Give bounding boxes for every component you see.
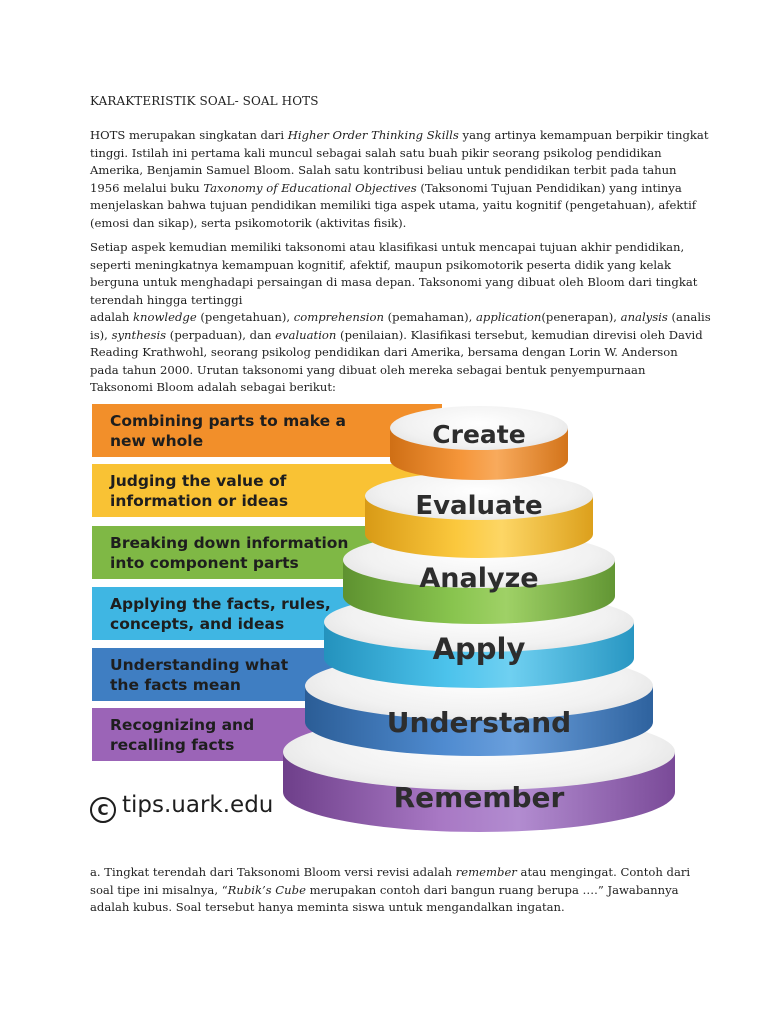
text-line: tinggi. Istilah ini pertama kali muncul sebagai salah satu buah pikir seorang psikolog pendidikan	[90, 145, 662, 160]
band-text: Recognizing and	[110, 716, 255, 734]
paragraph-hots-intro	[90, 127, 709, 232]
text-line: is), synthesis (perpaduan), dan evaluation (penilaian). Klasifikasi tersebut, kemudian direvisi oleh David	[90, 327, 703, 342]
band-text: Judging the value of	[110, 472, 287, 490]
band-text: Understanding what	[110, 656, 289, 674]
text-line: soal tipe ini misalnya, “Rubik’s Cube merupakan contoh dari bangun ruang berupa ….” Jawabannya	[90, 882, 679, 897]
text-line: Setiap aspek kemudian memiliki taksonomi atau klasifikasi untuk mencapai tujuan akhir pendidikan,	[90, 240, 685, 254]
tier-label: Create	[432, 420, 526, 449]
tier-create	[390, 406, 568, 480]
text-line: menjelaskan bahwa tujuan pendidikan memiliki tiga aspek utama, yaitu kognitif (pengetahuan), afektif	[90, 198, 697, 212]
paragraph-taxonomy	[90, 239, 711, 397]
band-text: the facts mean	[110, 676, 241, 694]
tier-label: Apply	[432, 632, 526, 666]
image-credit	[90, 792, 273, 823]
band-text: new whole	[110, 432, 204, 450]
text-line: terendah hingga tertinggi	[90, 292, 243, 307]
text-line: adalah knowledge (pengetahuan), comprehension (pemahaman), application(penerapan), analysis (analis	[90, 310, 711, 324]
text-line: Taksonomi Bloom adalah sebagai berikut:	[90, 380, 336, 394]
text-line: seperti meningkatnya kemampuan kognitif, afektif, maupun psikomotorik peserta didik yang kelak	[90, 257, 671, 272]
paragraph-remember	[90, 864, 691, 917]
text-line: Amerika, Benjamin Samuel Bloom. Salah satu kontribusi beliau untuk pendidikan terbit pada tahun	[90, 163, 677, 177]
credit-text: tips.uark.edu	[122, 792, 274, 818]
text-line: Reading Krathwohl, seorang psikolog pendidikan dari Amerika, bersama dengan Lorin W. Anderson	[90, 345, 678, 359]
bloom-taxonomy-pyramid	[88, 396, 684, 836]
band-text: Combining parts to make a	[110, 412, 347, 430]
text-line: adalah kubus. Soal tersebut hanya meminta siswa untuk mengandalkan ingatan.	[90, 900, 565, 914]
band-text: Breaking down information	[110, 534, 349, 552]
band-text: information or ideas	[110, 492, 289, 510]
tier-label: Analyze	[419, 563, 539, 594]
tier-label: Understand	[386, 706, 572, 739]
tier-evaluate	[365, 472, 593, 558]
text-line: pada tahun 2000. Urutan taksonomi yang dibuat oleh mereka sebagai bentuk penyempurnaan	[90, 362, 646, 377]
tier-label: Evaluate	[415, 491, 543, 521]
band-text: into component parts	[110, 554, 299, 572]
tier-label: Remember	[393, 781, 565, 814]
text-line: 1956 melalui buku Taxonomy of Educational Objectives (Taksonomi Tujuan Pendidikan) yang intinya	[90, 180, 682, 195]
band-text: Applying the facts, rules,	[110, 595, 331, 613]
copyright-icon: C	[90, 797, 116, 823]
text-line: HOTS merupakan singkatan dari Higher Order Thinking Skills yang artinya kemampuan berpikir tingkat	[90, 128, 709, 142]
text-line: a. Tingkat terendah dari Taksonomi Bloom versi revisi adalah remember atau mengingat. Contoh dari	[90, 865, 691, 879]
band-text: recalling facts	[110, 736, 235, 754]
text-line: (emosi dan sikap), serta psikomotorik (aktivitas fisik).	[90, 215, 407, 230]
document-title: KARAKTERISTIK SOAL- SOAL HOTS	[90, 94, 319, 108]
text-line: berguna untuk menghadapi persaingan di masa depan. Taksonomi yang dibuat oleh Bloom dari tingkat	[90, 275, 698, 289]
band-text: concepts, and ideas	[110, 615, 285, 633]
